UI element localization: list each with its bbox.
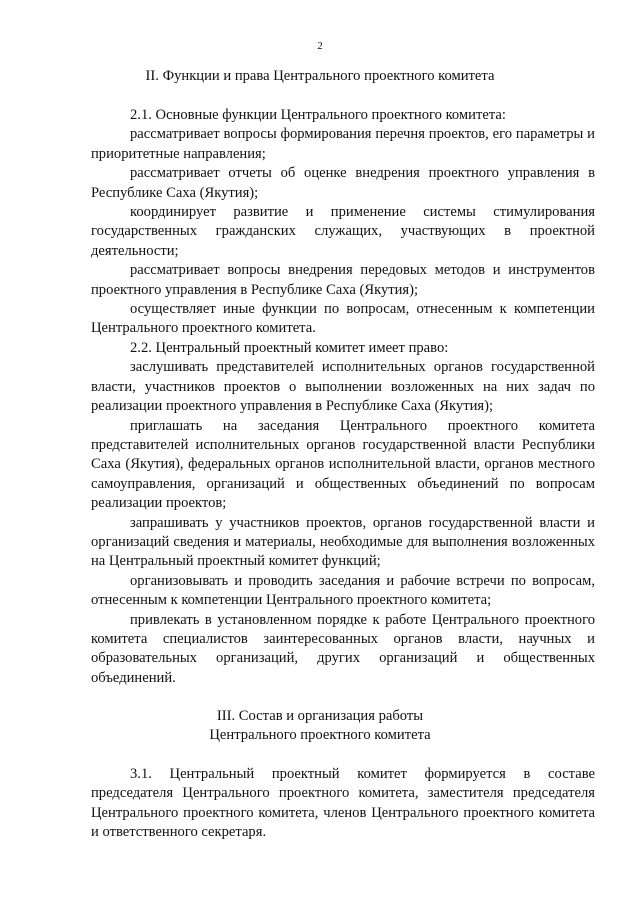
- page-number: 2: [317, 40, 323, 52]
- section-3-heading-line-1: III. Состав и организация работы: [216, 708, 424, 724]
- paragraph: запрашивать у участников проектов, органов государственной власти и организаций сведения и материалы, необходимые для выполнения возложенных на Центральный проектный комитет функций;: [91, 514, 595, 570]
- paragraph: привлекать в установленном порядке к работе Центрального проектного комитета специалистов заинтересованных органов власти, научных и образовательных организаций, других организаций и общественных объединений.: [91, 611, 595, 686]
- paragraph: 3.1. Центральный проектный комитет формируется в составе председателя Центрального проектного комитета, заместителя председателя Центрального проектного комитета, членов Центрального проектного комитета и ответственного секретаря.: [91, 766, 595, 841]
- section-3-body: [91, 765, 595, 843]
- paragraph: осуществляет иные функции по вопросам, отнесенным к компетенции Центрального проектного комитета.: [91, 301, 595, 337]
- paragraph: заслушивать представителей исполнительных органов государственной власти, участников проектов о выполнении возложенных на них задач по реализации проектного управления в Республике Саха (Якутия);: [91, 359, 595, 415]
- paragraph: 2.1. Основные функции Центрального проектного комитета:: [130, 107, 506, 123]
- paragraph: приглашать на заседания Центрального проектного комитета представителей исполнительных органов государственной власти Республики Саха (Якутия), федеральных органов исполнительной власти, органов местного самоуправления, организаций и общественных объединений по вопросам реализации проектов;: [91, 417, 595, 512]
- paragraph: организовывать и проводить заседания и рабочие встречи по вопросам, отнесенным к компетенции Центрального проектного комитета;: [91, 572, 595, 609]
- section-3-heading-line-2: Центрального проектного комитета: [209, 727, 431, 744]
- paragraph: рассматривает вопросы внедрения передовых методов и инструментов проектного управления в Республике Саха (Якутия);: [91, 262, 595, 298]
- section-2-heading: II. Функции и права Центрального проектного комитета: [145, 68, 495, 84]
- section-2-body: [91, 106, 595, 688]
- paragraph: 2.2. Центральный проектный комитет имеет право:: [130, 339, 449, 356]
- paragraph: рассматривает вопросы формирования перечня проектов, его параметры и приоритетные направления;: [91, 126, 595, 162]
- section-3-heading: [0, 707, 640, 746]
- paragraph: рассматривает отчеты об оценке внедрения проектного управления в Республике Саха (Якутия);: [91, 165, 595, 201]
- paragraph: координирует развитие и применение системы стимулирования государственных гражданских служащих, участвующих в проектной деятельности;: [91, 204, 595, 259]
